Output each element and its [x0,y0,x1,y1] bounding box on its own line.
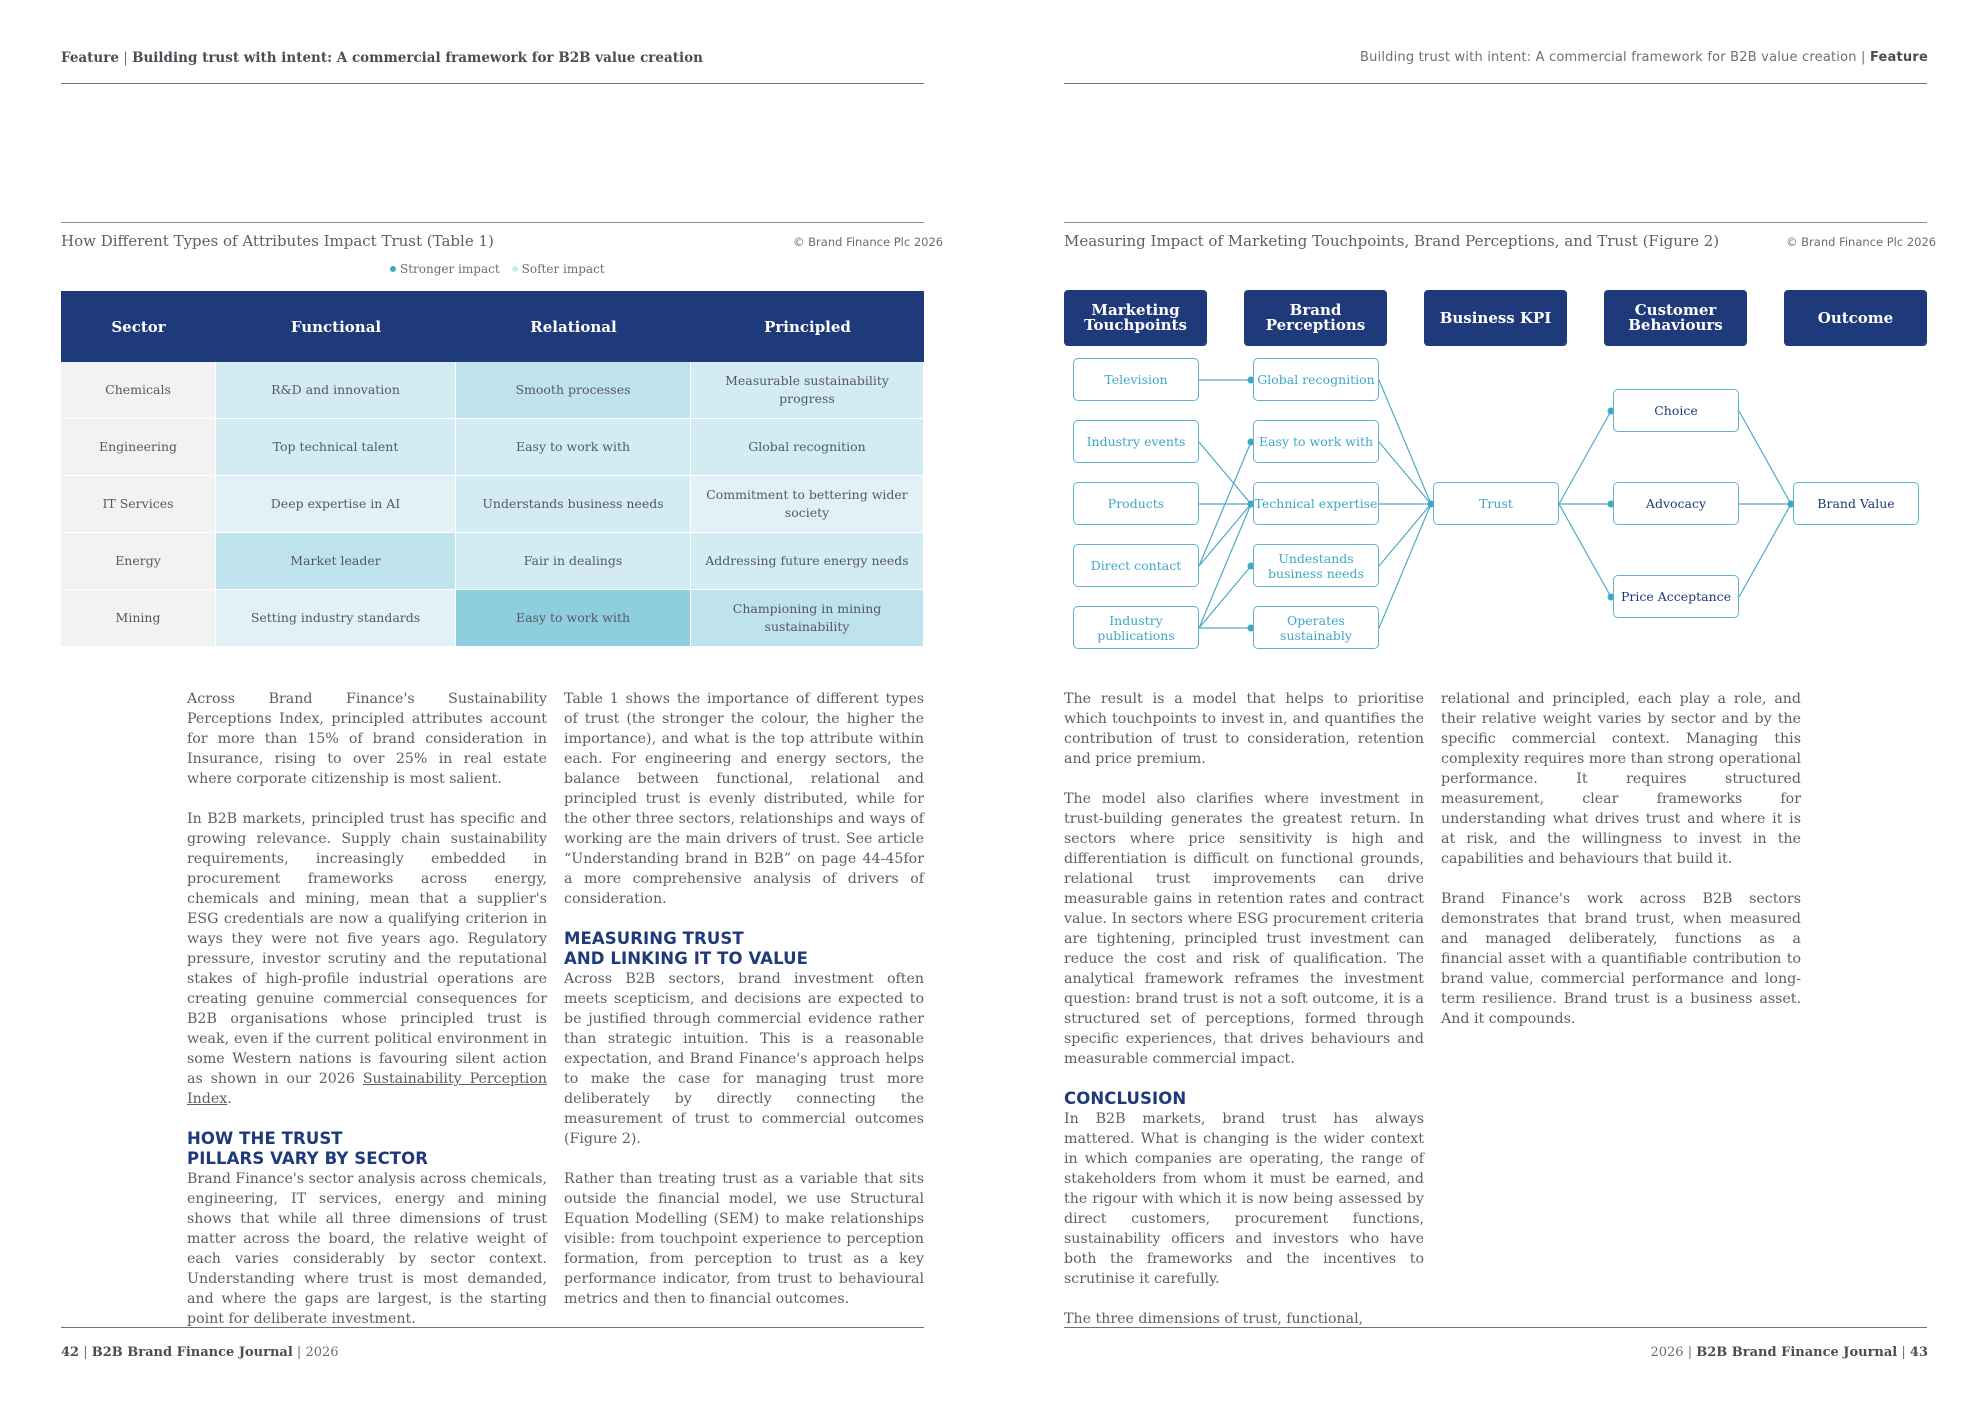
figure-top-rule [1064,222,1927,223]
journal-year-left: 2026 [305,1345,339,1360]
cell-sector: Energy [61,533,216,590]
cell-relational: Easy to work with [456,419,691,476]
right-page-column-2 [1441,689,1801,1029]
cell-relational: Easy to work with [456,590,691,647]
journal-name-right: B2B Brand Finance Journal [1696,1345,1898,1360]
table-row [61,476,924,533]
cell-functional: Deep expertise in AI [216,476,456,533]
legend-softer-dot [512,266,518,272]
table-row [61,419,924,476]
node-easy-to-work-with: Easy to work with [1253,420,1379,463]
cell-relational: Smooth processes [456,362,691,419]
paragraph: The three dimensions of trust, functional, [1064,1311,1364,1327]
legend-stronger-label: Stronger impact [400,262,500,276]
paragraph: Rather than treating trust as a variable that sits outside the financial model, we use Structural Equation Modelling (SEM) to make relationships visible: from touchpoint experience to perception formation, from perception to trust as a key performance indicator, from trust to behavioural metrics and then to financial outcomes. [564,1171,924,1307]
cell-functional: Top technical talent [216,419,456,476]
node-industry-events: Industry events [1073,420,1199,463]
paragraph: The result is a model that helps to prioritise which touchpoints to invest in, and quantifies the contribution of trust to consideration, retention and price premium. [1064,691,1424,767]
footer-left: 42 | B2B Brand Finance Journal | 2026 [61,1345,339,1360]
header-rule-right [1064,83,1927,84]
table-top-rule [61,222,924,223]
node-understands-business-needs: Undestands business needs [1253,544,1379,587]
cell-principled: Commitment to bettering wider society [691,476,924,533]
cell-sector: Engineering [61,419,216,476]
header-feature-label-right: Feature [1869,50,1928,65]
section-heading [564,929,924,969]
paragraph: The model also clarifies where investment in trust-building generates the greatest return. In sectors where price sensitivity is high and differentiation is difficult on functional grounds, relational trust improvements can drive measurable gains in retention rates and contract value. In sectors where ESG procurement criteria are tightening, principled trust investment can reduce the cost and risk of qualification. The analytical framework reframes the investment question: brand trust is not a soft outcome, it is a structured set of perceptions, formed through specific experiences, that drives behaviours and measurable commercial impact. [1064,791,1424,1067]
journal-year-right: 2026 [1650,1345,1684,1360]
node-trust: Trust [1433,482,1559,525]
node-global-recognition: Global recognition [1253,358,1379,401]
node-industry-publications: Industry publications [1073,606,1199,649]
node-television: Television [1073,358,1199,401]
cell-sector: Mining [61,590,216,647]
node-direct-contact: Direct contact [1073,544,1199,587]
cell-functional: Market leader [216,533,456,590]
table-copyright: © Brand Finance Plc 2026 [793,235,944,249]
journal-name-left: B2B Brand Finance Journal [91,1345,293,1360]
node-operates-sustainably: Operates sustainably [1253,606,1379,649]
paragraph: Brand Finance's sector analysis across chemicals, engineering, IT services, energy and mining shows that while all three dimensions of trust matter across the board, the relative weight of each varies considerably by sector context. Understanding where trust is most demanded, and where the gaps are largest, is the starting point for deliberate investment. [187,1171,547,1327]
col-header-principled: Principled [764,317,851,336]
node-price-acceptance: Price Acceptance [1613,575,1739,618]
running-header-left: Feature | Building trust with intent: A commercial framework for B2B value creation [61,50,703,66]
table-header-row [61,291,924,362]
col-header-functional: Functional [290,317,382,336]
cell-principled: Addressing future energy needs [691,533,924,590]
right-page-column-1 [1064,689,1424,1329]
diagram-header-kpi: Business KPI [1424,290,1567,346]
node-products: Products [1073,482,1199,525]
cell-relational: Fair in dealings [456,533,691,590]
paragraph: relational and principled, each play a role, and their relative weight varies by sector and by the specific commercial context. Managing this complexity requires more than strong operational performance. It requires structured measurement, clear frameworks for understanding what drives trust and where it is at risk, and the willingness to invest in the capabilities and behaviours that build it. [1441,691,1801,867]
heading-line: PILLARS VARY BY SECTOR [187,1149,429,1168]
paragraph [187,809,547,1109]
paragraph: In B2B markets, brand trust has always mattered. What is changing is the wider context in which companies are operating, the range of stakeholders from whom it must be earned, and the rigour with which it is now being assessed by direct customers, procurement functions, sustainability officers and investors who have both the frameworks and the incentives to scrutinise it carefully. [1064,1111,1424,1287]
paragraph-text: . [227,1091,232,1107]
cell-principled: Global recognition [691,419,924,476]
page-number-right: 43 [1909,1345,1928,1360]
cell-functional: R&D and innovation [216,362,456,419]
paragraph-text: In B2B markets, principled trust has specific and growing relevance. Supply chain sustainability requirements, increasingly embedded in procurement frameworks across energy, chemicals and mining, mean that a supplier's ESG credentials are now a qualifying criterion in ways they were not five years ago. Regulatory pressure, investor scrutiny and the reputational stakes of high-profile industrial operations are creating genuine commercial consequences for B2B organisations whose principled trust is weak, even if the current political environment in some Western nations is favouring silent action as shown in our 2026 [187,811,547,1087]
table-row [61,533,924,590]
cell-principled: Championing in mining sustainability [691,590,924,647]
running-header-right: Building trust with intent: A commercial framework for B2B value creation | Feature [1359,50,1928,65]
cell-principled: Measurable sustainability progress [691,362,924,419]
figure-copyright: © Brand Finance Plc 2026 [1786,235,1937,249]
table-row [61,362,924,419]
page-number-left: 42 [61,1345,80,1360]
header-article-title-right: Building trust with intent: A commercial framework for B2B value creation [1359,50,1857,65]
paragraph: Table 1 shows the importance of different types of trust (the stronger the colour, the higher the importance), and what is the top attribute within each. For engineering and energy sectors, the balance between functional, relational and principled trust is evenly distributed, while for the other three sectors, relationships and ways of working are the main drivers of trust. See article “Understanding brand in B2B” on page 44-45for a more comprehensive analysis of drivers of consideration. [564,691,924,907]
node-choice: Choice [1613,389,1739,432]
cell-sector: IT Services [61,476,216,533]
diagram-header-touchpoints: Marketing Touchpoints [1064,290,1207,346]
header-article-title: Building trust with intent: A commercial framework for B2B value creation [132,50,703,66]
legend-softer [512,262,605,276]
diagram-header-behaviours: Customer Behaviours [1604,290,1747,346]
table-row [61,590,924,647]
diagram-header-perceptions: Brand Perceptions [1244,290,1387,346]
cell-relational: Understands business needs [456,476,691,533]
section-heading: CONCLUSION [1064,1089,1187,1108]
node-technical-expertise: Technical expertise [1253,482,1379,525]
footer-rule-left [61,1327,924,1328]
footer-rule-right [1064,1327,1927,1328]
section-heading [187,1129,547,1169]
cell-sector: Chemicals [61,362,216,419]
heading-line: AND LINKING IT TO VALUE [564,949,808,968]
legend-softer-label: Softer impact [521,262,605,276]
node-advocacy: Advocacy [1613,482,1739,525]
col-header-sector: Sector [111,317,166,336]
paragraph: Brand Finance's work across B2B sectors demonstrates that brand trust, when measured and managed deliberately, functions as a financial asset with a quantifiable contribution to brand value, commercial performance and long-term resilience. Brand trust is a business asset. And it compounds. [1441,891,1801,1027]
legend-stronger-dot [390,266,396,272]
legend-stronger [390,262,500,276]
table-legend [390,262,605,276]
footer-right: 2026 | B2B Brand Finance Journal | 43 [1650,1345,1928,1360]
left-page-column-1 [187,689,547,1329]
table-title: How Different Types of Attributes Impact Trust (Table 1) [61,232,494,250]
sem-model-diagram [1064,290,1927,660]
trust-attributes-table [61,291,924,647]
header-rule-left [61,83,924,84]
paragraph: Across B2B sectors, brand investment often meets scepticism, and decisions are expected to be justified through commercial evidence rather than strategic intuition. This is a reasonable expectation, and Brand Finance's approach helps to make the case for managing trust more deliberately by directly connecting the measurement of trust to commercial outcomes (Figure 2). [564,971,924,1147]
header-feature-label: Feature [61,50,119,66]
col-header-relational: Relational [530,317,617,336]
left-page-column-2 [564,689,924,1309]
paragraph: Across Brand Finance's Sustainability Perceptions Index, principled attributes account for more than 15% of brand consideration in Insurance, rising to over 25% in real estate where corporate citizenship is most salient. [187,691,547,787]
sustainability-index-link[interactable]: Sustainability Perception Index [187,1071,547,1107]
figure-title: Measuring Impact of Marketing Touchpoints, Brand Perceptions, and Trust (Figure 2) [1064,232,1720,250]
diagram-header-outcome: Outcome [1784,290,1927,346]
node-brand-value: Brand Value [1793,482,1919,525]
heading-line: HOW THE TRUST [187,1129,343,1148]
cell-functional: Setting industry standards [216,590,456,647]
heading-line: MEASURING TRUST [564,929,744,948]
